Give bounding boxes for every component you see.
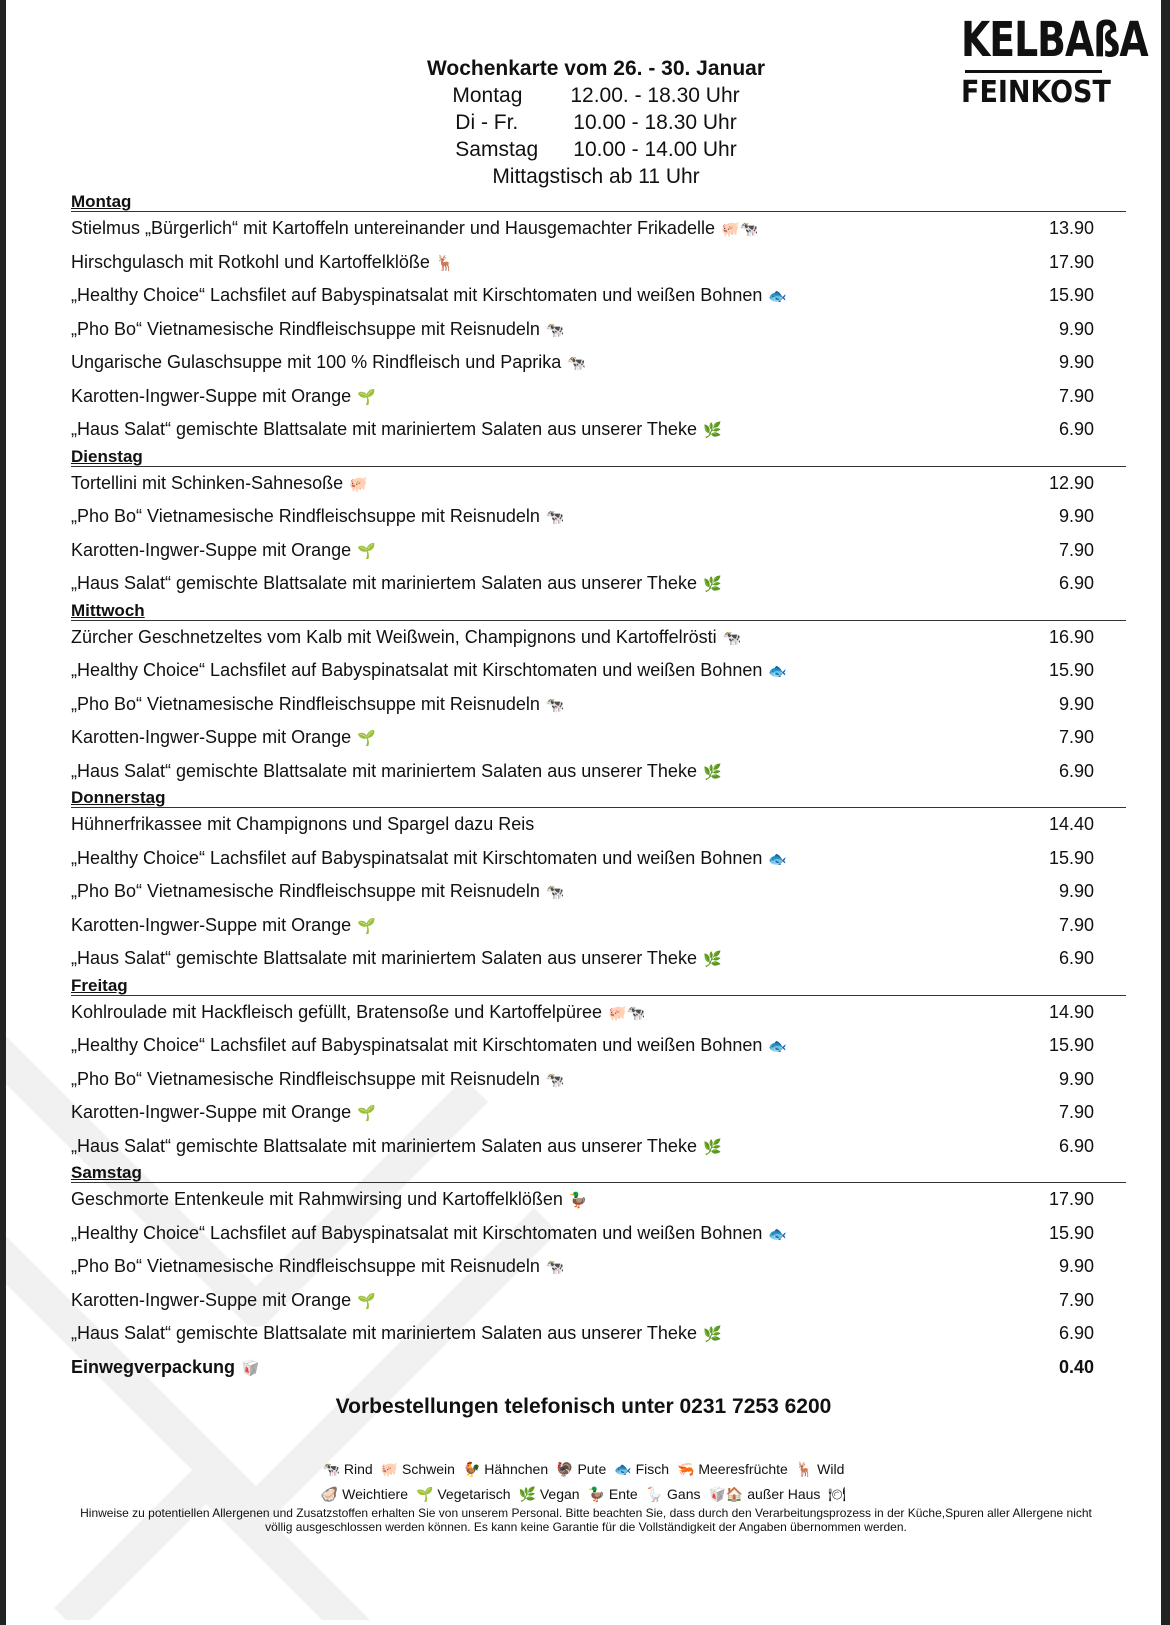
menu-item — [71, 1217, 1126, 1251]
dish-name — [71, 761, 722, 782]
menu-item — [71, 246, 1126, 280]
dish-price: 6.90 — [1058, 419, 1094, 440]
dish-text: „Haus Salat“ gemischte Blattsalate mit mariniertem Salaten aus unserer Theke — [71, 419, 697, 440]
dish-category-icon: 🐄 — [545, 696, 565, 714]
dish-name — [71, 1069, 565, 1090]
menu-item — [71, 380, 1126, 414]
dish-price: 14.40 — [1048, 814, 1094, 835]
dish-text: „Pho Bo“ Vietnamesische Rindfleischsuppe mit Reisnudeln — [71, 693, 540, 714]
dish-category-icon: 🌱 — [357, 542, 376, 560]
legend-icon: 🦪 — [320, 1486, 339, 1502]
dish-category-icon: 🐄 — [545, 509, 565, 527]
dish-text: „Pho Bo“ Vietnamesische Rindfleischsuppe mit Reisnudeln — [71, 506, 540, 527]
menu-item — [71, 909, 1126, 943]
dish-name — [71, 218, 758, 239]
dish-price: 15.90 — [1048, 660, 1094, 681]
dish-price: 9.90 — [1058, 1256, 1094, 1277]
dish-text: „Haus Salat“ gemischte Blattsalate mit mariniertem Salaten aus unserer Theke — [71, 1323, 697, 1344]
dish-price: 7.90 — [1058, 914, 1094, 935]
dish-name — [71, 694, 565, 715]
legend-item — [323, 1461, 373, 1477]
dish-price: 17.90 — [1048, 1189, 1094, 1210]
legend-row — [6, 1482, 1161, 1507]
takeaway-box-icon: 🥡 — [241, 1359, 260, 1377]
dish-name — [71, 660, 787, 681]
dish-category-icon: 🌿 — [702, 763, 722, 781]
dish-category-icon: 🐟 — [768, 1038, 788, 1056]
legend-row — [6, 1457, 1161, 1482]
legend-icon: 🦐 — [677, 1461, 695, 1477]
dish-category-icon: 🌱 — [357, 917, 376, 935]
dish-price: 9.90 — [1058, 506, 1094, 527]
dish-text: Karotten-Ingwer-Suppe mit Orange — [71, 914, 352, 935]
dish-category-icon: 🐟 — [768, 288, 788, 306]
menu-item — [71, 467, 1126, 501]
weekly-menu — [71, 192, 1126, 1384]
menu-item — [71, 1029, 1126, 1063]
legend-icon: 🐖 — [380, 1461, 399, 1477]
menu-item — [71, 842, 1126, 876]
menu-item — [71, 996, 1126, 1030]
menu-item — [71, 721, 1126, 755]
legend-item — [614, 1461, 669, 1477]
legend-item — [381, 1461, 455, 1477]
dish-name — [71, 473, 368, 494]
menu-item — [71, 413, 1126, 447]
dish-text: „Haus Salat“ gemischte Blattsalate mit mariniertem Salaten aus unserer Theke — [71, 573, 697, 594]
dish-price: 7.90 — [1058, 385, 1094, 406]
legend-label: Ente — [608, 1486, 638, 1502]
legend-item — [416, 1486, 511, 1502]
dish-category-icon: 🐖🐄 — [607, 1004, 646, 1022]
menu-item — [71, 654, 1126, 688]
opening-hours-days: Samstag — [455, 138, 539, 161]
legend-item — [828, 1486, 846, 1502]
legend-icon: 🦃 — [556, 1461, 574, 1477]
legend-label: außer Haus — [747, 1486, 821, 1502]
dish-text: Hühnerfrikassee mit Champignons und Spargel dazu Reis — [71, 814, 535, 835]
menu-item — [71, 500, 1126, 534]
logo-line-1: KELBAßA — [961, 11, 1148, 68]
dish-price: 17.90 — [1048, 251, 1094, 272]
dish-price: 7.90 — [1058, 1289, 1094, 1310]
menu-item — [71, 942, 1126, 976]
opening-hours-days: Di - Fr. — [455, 111, 519, 134]
packaging-text: Einwegverpackung — [71, 1356, 236, 1377]
menu-item — [71, 346, 1126, 380]
menu-item — [71, 534, 1126, 568]
legend-label: Pute — [577, 1461, 607, 1477]
dish-name — [71, 1290, 376, 1311]
legend-label: Gans — [667, 1486, 701, 1502]
dish-price: 6.90 — [1058, 573, 1094, 594]
dish-name — [71, 727, 376, 748]
legend-label: Fisch — [635, 1461, 670, 1477]
legend-label: Hähnchen — [484, 1461, 549, 1477]
dish-name — [71, 419, 722, 440]
lunch-time: Mittagstisch ab 11 Uhr — [492, 165, 700, 188]
dish-price: 9.90 — [1058, 693, 1094, 714]
dish-category-icon: 🌿 — [702, 951, 722, 969]
dish-category-icon: 🌿 — [702, 1138, 722, 1156]
dish-price: 9.90 — [1058, 881, 1094, 902]
dish-text: Karotten-Ingwer-Suppe mit Orange — [71, 1289, 352, 1310]
dish-text: „Pho Bo“ Vietnamesische Rindfleischsuppe mit Reisnudeln — [71, 318, 540, 339]
opening-hours-saturday — [386, 136, 806, 163]
legend-icon: 🪿 — [645, 1486, 664, 1502]
dish-price: 6.90 — [1058, 760, 1094, 781]
day-heading: Donnerstag — [71, 788, 1126, 808]
dish-price: 9.90 — [1058, 352, 1094, 373]
legend-icon: 🦆 — [587, 1486, 605, 1502]
dish-name — [71, 948, 722, 969]
dish-name — [71, 1323, 722, 1344]
brand-logo — [961, 11, 1148, 110]
menu-page — [6, 0, 1161, 1625]
allergen-notice: Hinweise zu potentiellen Allergenen und Zusatzstoffen erhalten Sie von unserem Personal. Bitte beachten Sie, dass durch den Verarbeitungsprozess in der Küche,Spuren aller Allergene nicht völlig ausgeschlossen werden können. Es kann keine Garantie für die Vollständigkeit der Angaben übernommen werden. — [80, 1506, 1092, 1534]
dish-text: „Healthy Choice“ Lachsfilet auf Babyspinatsalat mit Kirschtomaten und weißen Bohnen — [71, 285, 763, 306]
dish-text: Zürcher Geschnetzeltes vom Kalb mit Weißwein, Champignons und Kartoffelrösti — [71, 626, 717, 647]
dish-price: 9.90 — [1058, 1068, 1094, 1089]
dish-price: 16.90 — [1048, 626, 1094, 647]
dish-category-icon: 🌿 — [702, 422, 722, 440]
opening-hours-time: 10.00 - 14.00 Uhr — [573, 138, 737, 161]
dish-text: „Haus Salat“ gemischte Blattsalate mit mariniertem Salaten aus unserer Theke — [71, 948, 697, 969]
dish-name — [71, 1035, 787, 1056]
dish-text: Karotten-Ingwer-Suppe mit Orange — [71, 539, 352, 560]
dish-category-icon: 🌱 — [357, 1105, 376, 1123]
legend-icon: 🦌 — [795, 1461, 814, 1477]
menu-title: Wochenkarte vom 26. - 30. Januar — [426, 57, 766, 80]
dish-name — [71, 386, 376, 407]
dish-category-icon: 🦆 — [568, 1192, 588, 1210]
dish-price: 6.90 — [1058, 1135, 1094, 1156]
dish-category-icon: 🐟 — [768, 663, 788, 681]
day-heading: Freitag — [71, 976, 1126, 996]
menu-item — [71, 621, 1126, 655]
opening-hours-time: 10.00 - 18.30 Uhr — [573, 111, 737, 134]
dish-text: „Pho Bo“ Vietnamesische Rindfleischsuppe mit Reisnudeln — [71, 1256, 540, 1277]
dish-category-icon: 🌱 — [357, 730, 376, 748]
day-section-mittwoch — [71, 601, 1126, 789]
icon-legend — [6, 1457, 1161, 1507]
dish-name — [71, 814, 534, 835]
dish-price: 12.90 — [1048, 472, 1094, 493]
legend-icon: 🌿 — [518, 1486, 536, 1502]
day-heading: Montag — [71, 192, 1126, 212]
menu-item — [71, 313, 1126, 347]
legend-label: Rind — [343, 1461, 373, 1477]
dish-name — [71, 573, 722, 594]
dish-name — [71, 252, 455, 273]
legend-label: Vegan — [539, 1486, 580, 1502]
dish-name — [71, 1102, 376, 1123]
dish-text: Kohlroulade mit Hackfleisch gefüllt, Bratensoße und Kartoffelpüree — [71, 1001, 602, 1022]
menu-item — [71, 567, 1126, 601]
dish-text: Hirschgulasch mit Rotkohl und Kartoffelklöße — [71, 251, 430, 272]
dish-category-icon: 🐄 — [545, 321, 565, 339]
opening-hours-time: 12.00. - 18.30 Uhr — [570, 84, 740, 107]
legend-icon: 🌱 — [416, 1486, 434, 1502]
legend-icon: 🐓 — [462, 1461, 481, 1477]
dish-category-icon: 🐄 — [722, 629, 742, 647]
legend-item — [646, 1486, 701, 1502]
day-heading: Dienstag — [71, 447, 1126, 467]
day-section-samstag — [71, 1163, 1126, 1351]
dish-text: Karotten-Ingwer-Suppe mit Orange — [71, 385, 352, 406]
dish-price: 15.90 — [1048, 847, 1094, 868]
legend-label: Vegetarisch — [437, 1486, 511, 1502]
day-heading: Mittwoch — [71, 601, 1126, 621]
dish-category-icon: 🌱 — [357, 388, 376, 406]
packaging-label — [71, 1357, 260, 1378]
opening-hours-days: Montag — [452, 84, 523, 107]
preorder-phone: Vorbestellungen telefonisch unter 0231 7253 6200 — [335, 1395, 832, 1418]
legend-item — [796, 1461, 845, 1477]
dish-category-icon: 🌿 — [702, 576, 722, 594]
menu-item — [71, 1317, 1126, 1351]
dish-text: Ungarische Gulaschsuppe mit 100 % Rindfleisch und Paprika — [71, 352, 562, 373]
menu-item — [71, 1284, 1126, 1318]
dish-category-icon: 🐖🐄 — [720, 221, 759, 239]
menu-item — [71, 688, 1126, 722]
menu-item — [71, 1183, 1126, 1217]
dish-price: 7.90 — [1058, 1102, 1094, 1123]
day-section-freitag — [71, 976, 1126, 1164]
legend-item — [463, 1461, 548, 1477]
dish-category-icon: 🐖 — [349, 475, 368, 493]
dish-text: „Healthy Choice“ Lachsfilet auf Babyspinatsalat mit Kirschtomaten und weißen Bohnen — [71, 1035, 763, 1056]
dish-text: Tortellini mit Schinken-Sahnesoße — [71, 472, 344, 493]
dish-text: „Healthy Choice“ Lachsfilet auf Babyspinatsalat mit Kirschtomaten und weißen Bohnen — [71, 1222, 763, 1243]
menu-item — [71, 808, 1126, 842]
dish-price: 7.90 — [1058, 727, 1094, 748]
dish-name — [71, 627, 741, 648]
legend-label: Meeresfrüchte — [698, 1461, 788, 1477]
dish-category-icon: 🐟 — [768, 1225, 788, 1243]
dish-price: 15.90 — [1048, 1035, 1094, 1056]
menu-item — [71, 1096, 1126, 1130]
dish-price: 6.90 — [1058, 1323, 1094, 1344]
day-section-dienstag — [71, 447, 1126, 601]
dish-price: 6.90 — [1058, 948, 1094, 969]
dish-name — [71, 915, 376, 936]
packaging-price: 0.40 — [1058, 1356, 1094, 1377]
legend-item — [519, 1486, 580, 1502]
legend-item — [588, 1486, 638, 1502]
logo-divider — [965, 70, 1102, 73]
menu-item — [71, 755, 1126, 789]
dish-name — [71, 506, 565, 527]
dish-text: „Pho Bo“ Vietnamesische Rindfleischsuppe mit Reisnudeln — [71, 881, 540, 902]
dish-text: „Healthy Choice“ Lachsfilet auf Babyspinatsalat mit Kirschtomaten und weißen Bohnen — [71, 660, 763, 681]
dish-category-icon: 🌱 — [357, 1292, 376, 1310]
legend-icon: 🍽 — [828, 1486, 847, 1502]
opening-hours-weekdays — [386, 109, 806, 136]
dish-category-icon: 🐄 — [567, 355, 586, 373]
dish-text: „Haus Salat“ gemischte Blattsalate mit mariniertem Salaten aus unserer Theke — [71, 1135, 697, 1156]
dish-name — [71, 319, 565, 340]
dish-name — [71, 1189, 588, 1210]
dish-category-icon: 🐄 — [545, 1071, 565, 1089]
dish-text: „Pho Bo“ Vietnamesische Rindfleischsuppe mit Reisnudeln — [71, 1068, 540, 1089]
menu-item — [71, 212, 1126, 246]
dish-name — [71, 1256, 565, 1277]
dish-text: Geschmorte Entenkeule mit Rahmwirsing und Kartoffelklößen — [71, 1189, 563, 1210]
menu-item — [71, 279, 1126, 313]
menu-item — [71, 1250, 1126, 1284]
dish-name — [71, 848, 787, 869]
legend-icon: 🐄 — [322, 1461, 341, 1477]
legend-icon: 🐟 — [614, 1461, 632, 1477]
legend-label: Wild — [817, 1461, 845, 1477]
legend-item — [677, 1461, 788, 1477]
menu-header — [386, 56, 806, 190]
dish-name — [71, 1002, 645, 1023]
dish-price: 13.90 — [1048, 218, 1094, 239]
dish-text: „Haus Salat“ gemischte Blattsalate mit mariniertem Salaten aus unserer Theke — [71, 760, 697, 781]
dish-name — [71, 881, 565, 902]
dish-price: 7.90 — [1058, 539, 1094, 560]
packaging-fee — [71, 1351, 1126, 1385]
legend-item — [709, 1486, 821, 1502]
legend-label: Schwein — [402, 1461, 455, 1477]
legend-label: Weichtiere — [342, 1486, 409, 1502]
menu-item — [71, 1063, 1126, 1097]
dish-name — [71, 285, 787, 306]
dish-price: 15.90 — [1048, 1222, 1094, 1243]
logo-line-2: FEINKOST — [961, 75, 1111, 110]
dish-price: 14.90 — [1048, 1001, 1094, 1022]
dish-price: 15.90 — [1048, 285, 1094, 306]
dish-name — [71, 352, 586, 373]
dish-price: 9.90 — [1058, 318, 1094, 339]
dish-name — [71, 1223, 787, 1244]
dish-name — [71, 1136, 722, 1157]
day-heading: Samstag — [71, 1163, 1126, 1183]
dish-name — [71, 540, 376, 561]
dish-category-icon: 🌿 — [702, 1326, 722, 1344]
dish-text: Stielmus „Bürgerlich“ mit Kartoffeln untereinander und Hausgemachter Frikadelle — [71, 218, 715, 239]
legend-icon: 🥡🏠 — [708, 1486, 744, 1502]
dish-category-icon: 🐄 — [545, 884, 565, 902]
dish-text: Karotten-Ingwer-Suppe mit Orange — [71, 727, 352, 748]
dish-text: „Healthy Choice“ Lachsfilet auf Babyspinatsalat mit Kirschtomaten und weißen Bohnen — [71, 847, 763, 868]
legend-item — [556, 1461, 606, 1477]
dish-category-icon: 🦌 — [435, 254, 455, 272]
dish-text: Karotten-Ingwer-Suppe mit Orange — [71, 1102, 352, 1123]
menu-item — [71, 1130, 1126, 1164]
dish-category-icon: 🐟 — [768, 850, 788, 868]
opening-hours-monday — [386, 82, 806, 109]
day-section-donnerstag — [71, 788, 1126, 976]
day-section-montag — [71, 192, 1126, 447]
dish-category-icon: 🐄 — [545, 1259, 565, 1277]
legend-item — [321, 1486, 408, 1502]
menu-item — [71, 875, 1126, 909]
